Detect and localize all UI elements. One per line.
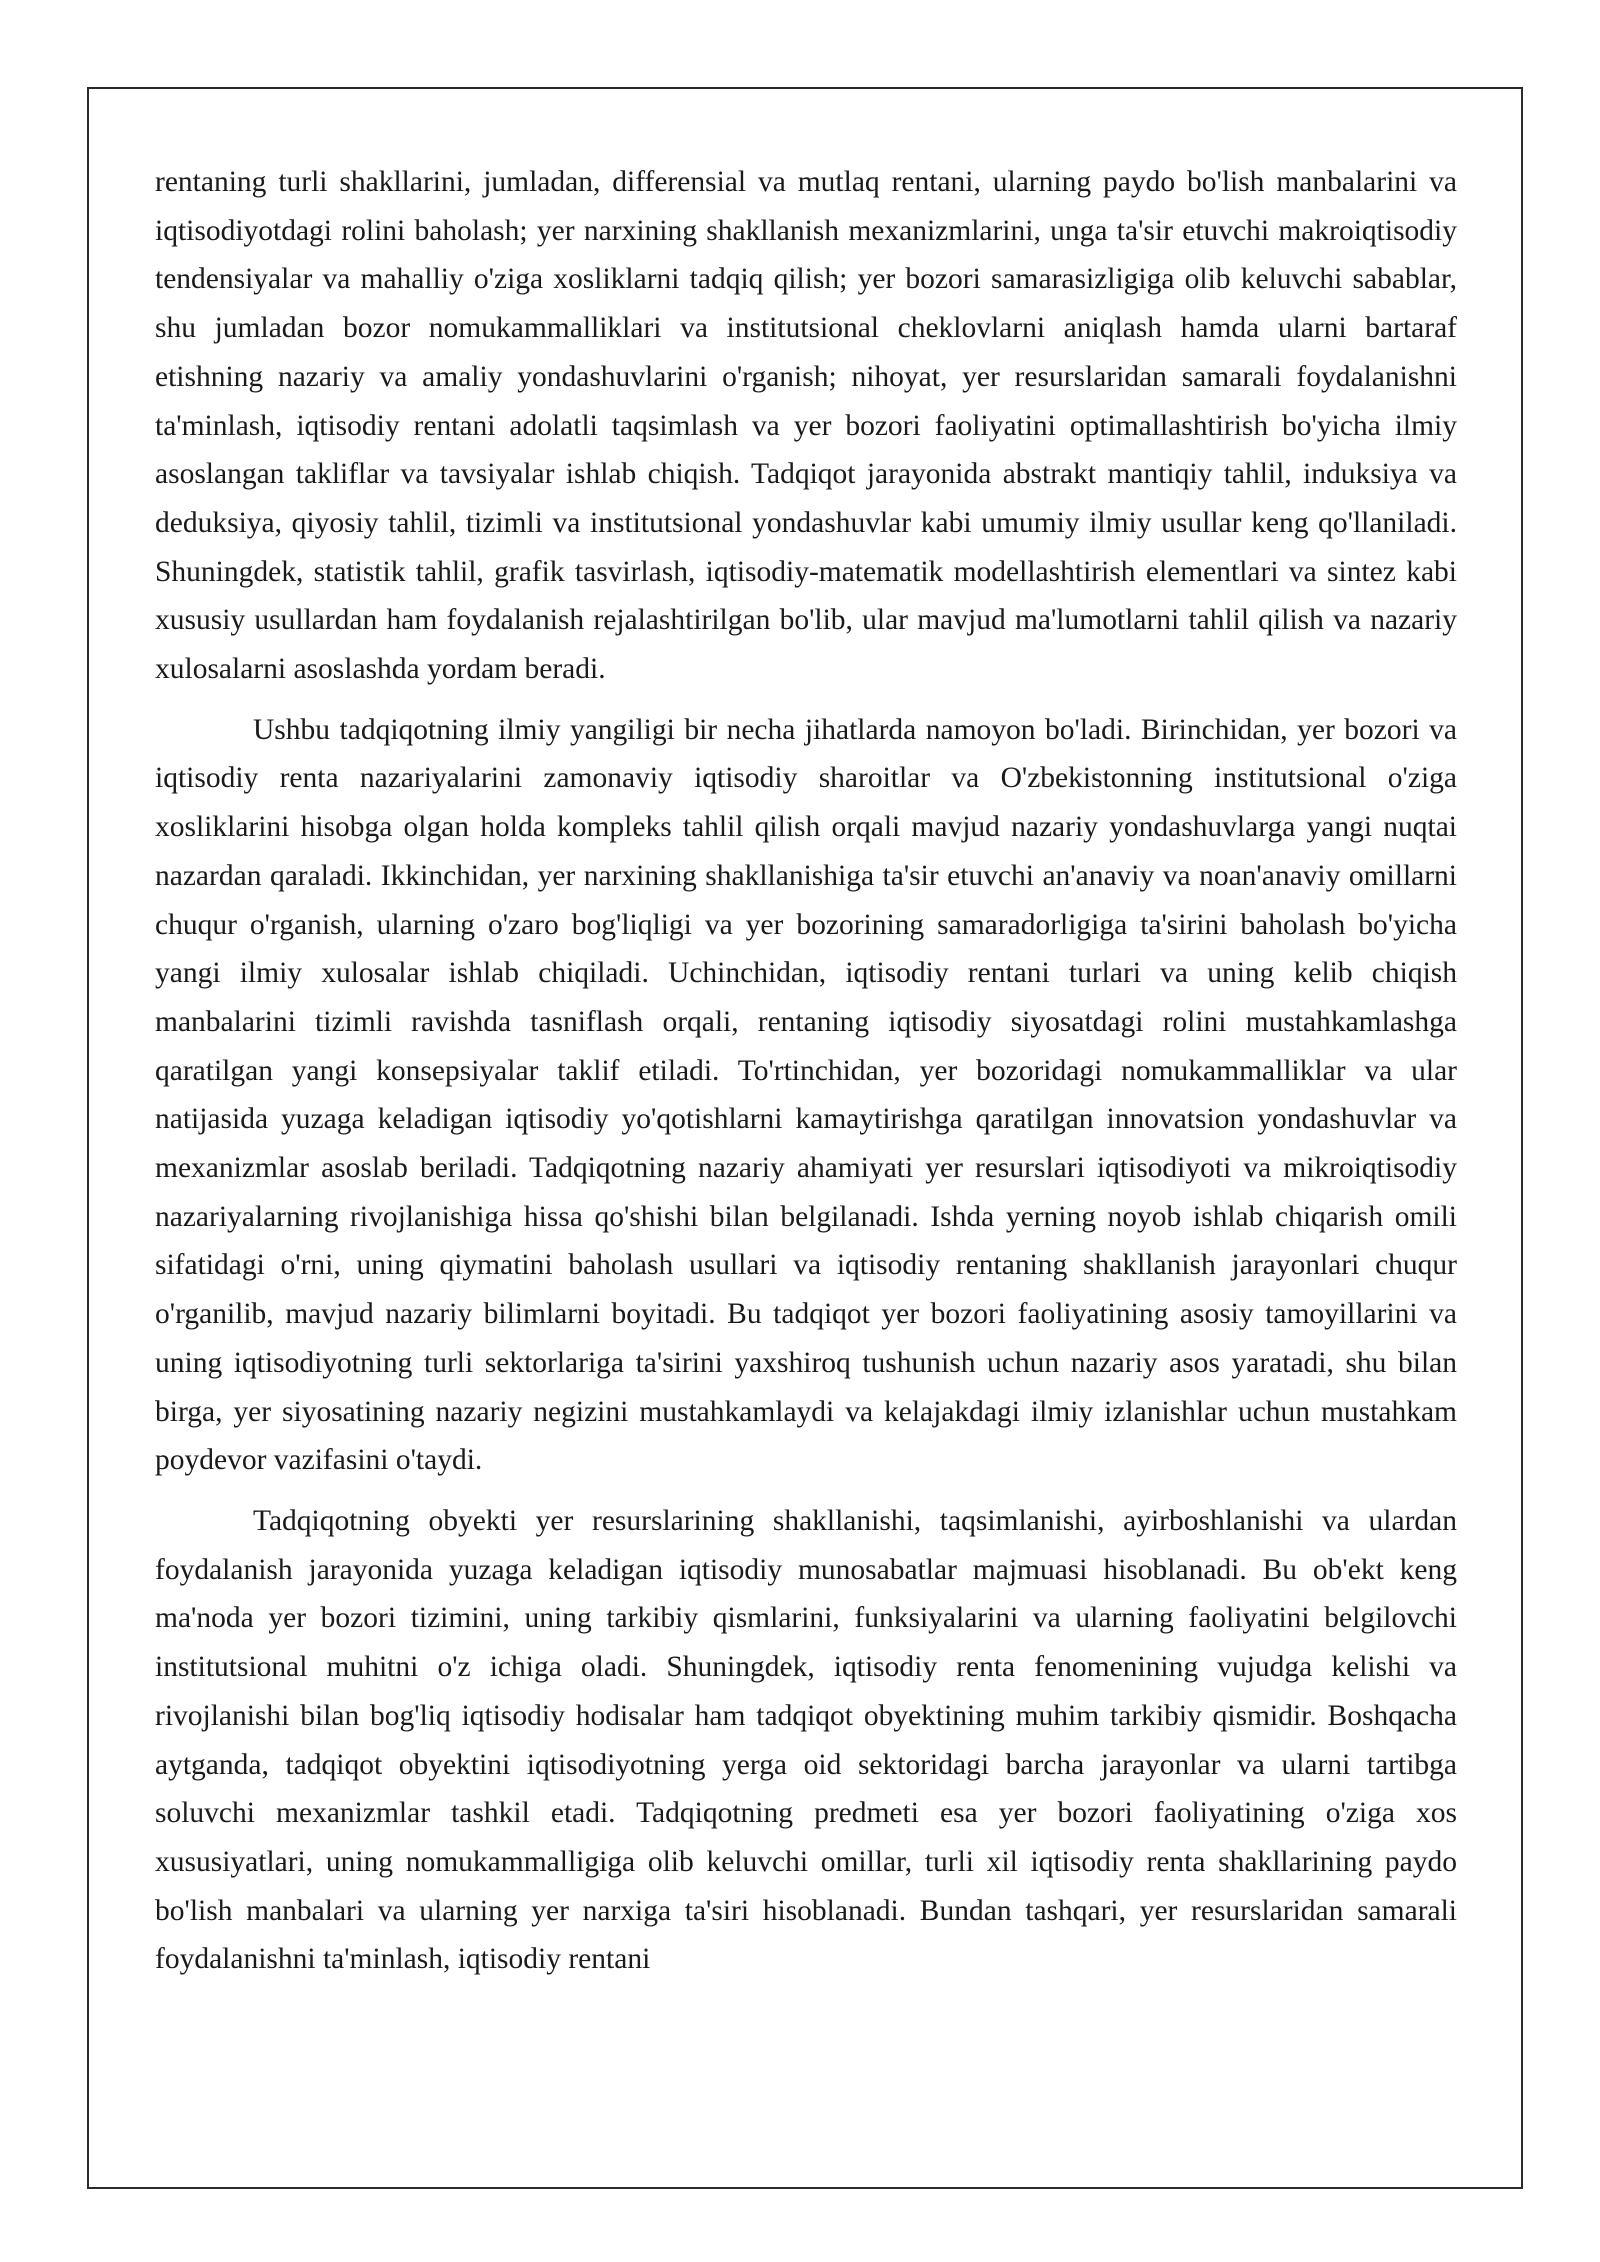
paragraph-2: Ushbu tadqiqotning ilmiy yangiligi bir necha jihatlarda namoyon bo'ladi. Birinchidan, yer bozori va iqtisodiy renta nazariyalarini zamonaviy iqtisodiy sharoitlar va O'zbekistonning institutsional o'ziga xosliklarini hisobga olgan holda kompleks tahlil qilish orqali mavjud nazariy yondashuvlarga yangi nuqtai nazardan qaraladi. Ikkinchidan, yer narxining shakllanishiga ta'sir etuvchi an'anaviy va noan'anaviy omillarni chuqur o'rganish, ularning o'zaro bog'liqligi va yer bozorining samaradorligiga ta'sirini baholash bo'yicha yangi ilmiy xulosalar ishlab chiqiladi. Uchinchidan, iqtisodiy rentani turlari va uning kelib chiqish manbalarini tizimli ravishda tasniflash orqali, rentaning iqtisodiy siyosatdagi rolini mustahkamlashga qaratilgan yangi konsepsiyalar taklif etiladi. To'rtinchidan, yer bozoridagi nomukammalliklar va ular natijasida yuzaga keladigan iqtisodiy yo'qotishlarni kamaytirishga qaratilgan innovatsion yondashuvlar va mexanizmlar asoslab beriladi. Tadqiqotning nazariy ahamiyati yer resurslari iqtisodiyoti va mikroiqtisodiy nazariyalarning rivojlanishiga hissa qo'shishi bilan belgilanadi. Ishda yerning noyob ishlab chiqarish omili sifatidagi o'rni, uning qiymatini baholash usullari va iqtisodiy rentaning shakllanish jarayonlari chuqur o'rganilib, mavjud nazariy bilimlarni boyitadi. Bu tadqiqot yer bozori faoliyatining asosiy tamoyillarini va uning iqtisodiyotning turli sektorlariga ta'sirini yaxshiroq tushunish uchun nazariy asos yaratadi, shu bilan birga, yer siyosatining nazariy negizini mustahkamlaydi va kelajakdagi ilmiy izlanishlar uchun mustahkam poydevor vazifasini o'taydi.: [155, 713, 1457, 1477]
document-body: [155, 158, 1457, 1996]
paragraph-3: Tadqiqotning obyekti yer resurslarining shakllanishi, taqsimlanishi, ayirboshlanishi va ulardan foydalanish jarayonida yuzaga keladigan iqtisodiy munosabatlar majmuasi hisoblanadi. Bu ob'ekt keng ma'noda yer bozori tizimini, uning tarkibiy qismlarini, funksiyalarini va ularning faoliyatini belgilovchi institutsional muhitni o'z ichiga oladi. Shuningdek, iqtisodiy renta fenomenining vujudga kelishi va rivojlanishi bilan bog'liq iqtisodiy hodisalar ham tadqiqot obyektining muhim tarkibiy qismidir. Boshqacha aytganda, tadqiqot obyektini iqtisodiyotning yerga oid sektoridagi barcha jarayonlar va ularni tartibga soluvchi mexanizmlar tashkil etadi. Tadqiqotning predmeti esa yer bozori faoliyatining o'ziga xos xususiyatlari, uning nomukammalligiga olib keluvchi omillar, turli xil iqtisodiy renta shakllarining paydo bo'lish manbalari va ularning yer narxiga ta'siri hisoblanadi. Bundan tashqari, yer resurslaridan samarali foydalanishni ta'minlash, iqtisodiy rentani: [155, 1504, 1457, 1976]
paragraph-1: rentaning turli shakllarini, jumladan, differensial va mutlaq rentani, ularning paydo bo'lish manbalarini va iqtisodiyotdagi rolini baholash; yer narxining shakllanish mexanizmlarini, unga ta'sir etuvchi makroiqtisodiy tendensiyalar va mahalliy o'ziga xosliklarni tadqiq qilish; yer bozori samarasizligiga olib keluvchi sabablar, shu jumladan bozor nomukammalliklari va institutsional cheklovlarni aniqlash hamda ularni bartaraf etishning nazariy va amaliy yondashuvlarini o'rganish; nihoyat, yer resurslaridan samarali foydalanishni ta'minlash, iqtisodiy rentani adolatli taqsimlash va yer bozori faoliyatini optimallashtirish bo'yicha ilmiy asoslangan takliflar va tavsiyalar ishlab chiqish. Tadqiqot jarayonida abstrakt mantiqiy tahlil, induksiya va deduksiya, qiyosiy tahlil, tizimli va institutsional yondashuvlar kabi umumiy ilmiy usullar keng qo'llaniladi. Shuningdek, statistik tahlil, grafik tasvirlash, iqtisodiy-matematik modellashtirish elementlari va sintez kabi xususiy usullardan ham foydalanish rejalashtirilgan bo'lib, ular mavjud ma'lumotlarni tahlil qilish va nazariy xulosalarni asoslashda yordam beradi.: [155, 166, 1457, 686]
